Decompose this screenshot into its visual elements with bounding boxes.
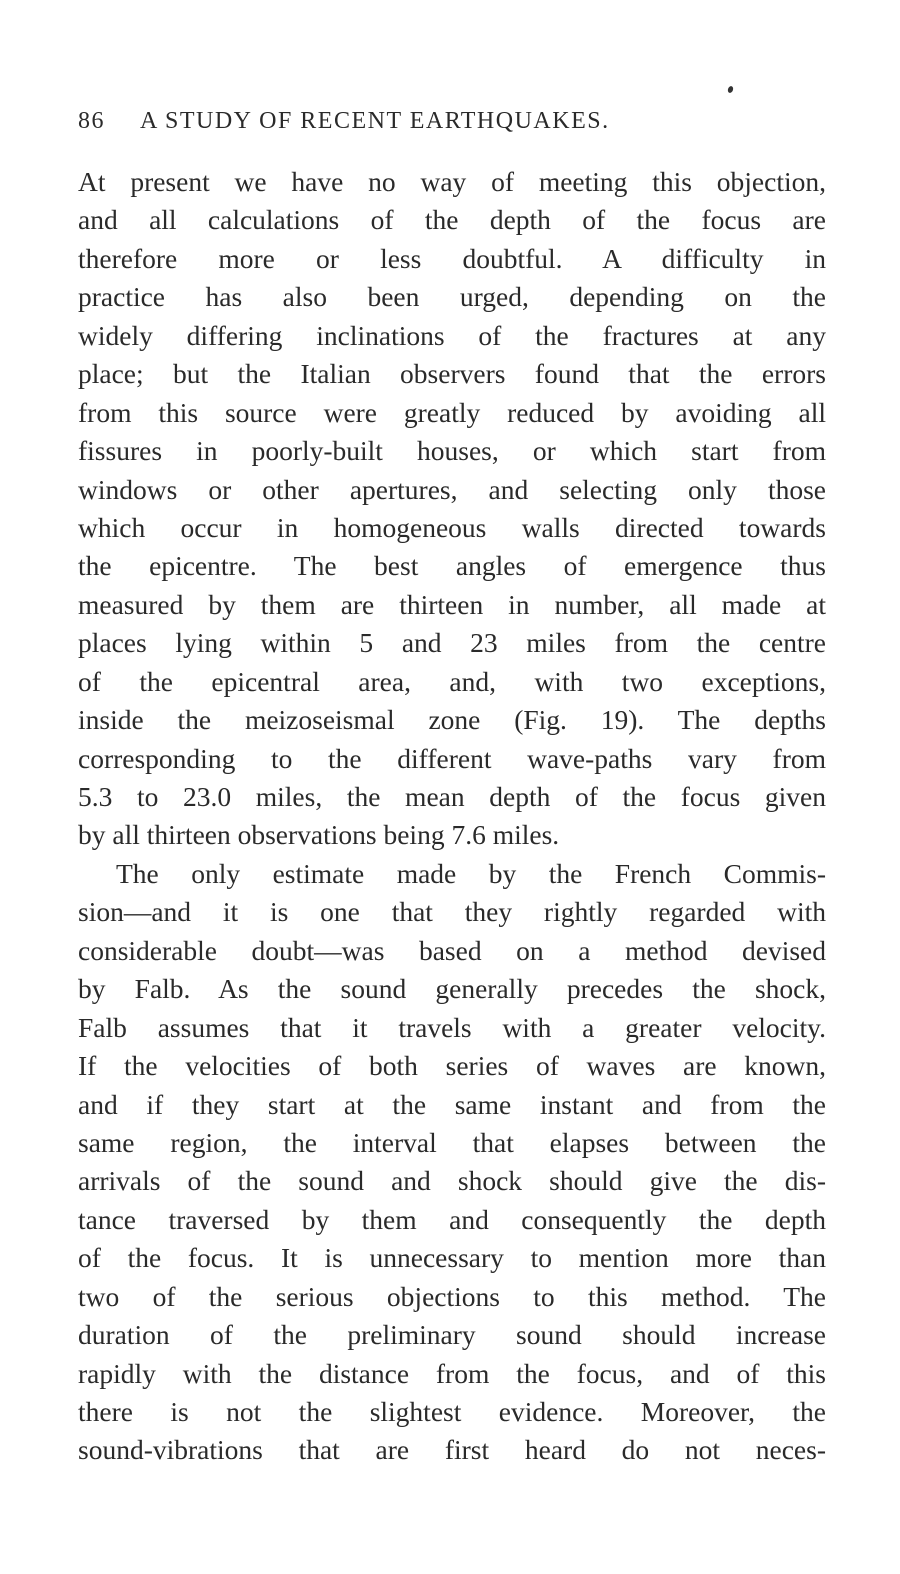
text-line: two of the serious objections to this method. The xyxy=(78,1280,826,1312)
text-line: practice has also been urged, depending on the xyxy=(78,281,826,313)
text-line: by all thirteen observations being 7.6 miles. xyxy=(78,819,560,851)
text-line: The only estimate made by the French Commis- xyxy=(116,857,826,889)
text-line: by Falb. As the sound generally precedes the shock, xyxy=(78,973,826,1005)
text-line: sion—and it is one that they rightly regarded with xyxy=(78,896,826,928)
text-line: Falb assumes that it travels with a greater velocity. xyxy=(78,1011,826,1043)
text-line: sound-vibrations that are first heard do not neces- xyxy=(78,1434,826,1466)
text-line: At present we have no way of meeting this objection, xyxy=(78,166,826,197)
text-line: the epicentre. The best angles of emergence thus xyxy=(78,550,826,582)
text-line: arrivals of the sound and shock should give the dis- xyxy=(78,1165,826,1197)
text-line: 5.3 to 23.0 miles, the mean depth of the focus given xyxy=(78,781,826,812)
body-text xyxy=(78,163,826,1470)
text-line: which occur in homogeneous walls directed towards xyxy=(78,511,826,543)
text-line: duration of the preliminary sound should increase xyxy=(78,1319,826,1351)
text-line: places lying within 5 and 23 miles from the centre xyxy=(78,627,826,659)
text-line: and if they start at the same instant and from the xyxy=(78,1088,826,1120)
text-line: therefore more or less doubtful. A difficulty in xyxy=(78,242,826,274)
text-line: measured by them are thirteen in number, all made at xyxy=(78,588,826,620)
text-line: tance traversed by them and consequently the depth xyxy=(78,1203,826,1235)
ink-speck xyxy=(727,85,734,93)
text-line: considerable doubt—was based on a method devised xyxy=(78,934,826,966)
text-line: of the epicentral area, and, with two exceptions, xyxy=(78,665,826,697)
running-header xyxy=(78,108,738,135)
text-line: windows or other apertures, and selecting only those xyxy=(78,473,826,505)
text-line: corresponding to the different wave-paths vary from xyxy=(78,742,826,774)
text-line: inside the meizoseismal zone (Fig. 19). The depths xyxy=(78,704,826,736)
text-line: of the focus. It is unnecessary to mention more than xyxy=(78,1242,826,1274)
text-line: widely differing inclinations of the fractures at any xyxy=(78,319,826,351)
text-line: and all calculations of the depth of the focus are xyxy=(78,204,826,236)
text-line: same region, the interval that elapses between the xyxy=(78,1126,826,1158)
text-line: place; but the Italian observers found that the errors xyxy=(78,358,826,390)
text-line: from this source were greatly reduced by avoiding all xyxy=(78,396,826,428)
text-line: If the velocities of both series of waves are known, xyxy=(78,1050,826,1082)
text-line: rapidly with the distance from the focus, and of this xyxy=(78,1357,826,1389)
text-line: fissures in poorly-built houses, or which start from xyxy=(78,435,826,467)
page-number: 86 xyxy=(78,108,105,134)
text-line: there is not the slightest evidence. Moreover, the xyxy=(78,1396,826,1427)
running-title: A STUDY OF RECENT EARTHQUAKES. xyxy=(140,108,610,134)
